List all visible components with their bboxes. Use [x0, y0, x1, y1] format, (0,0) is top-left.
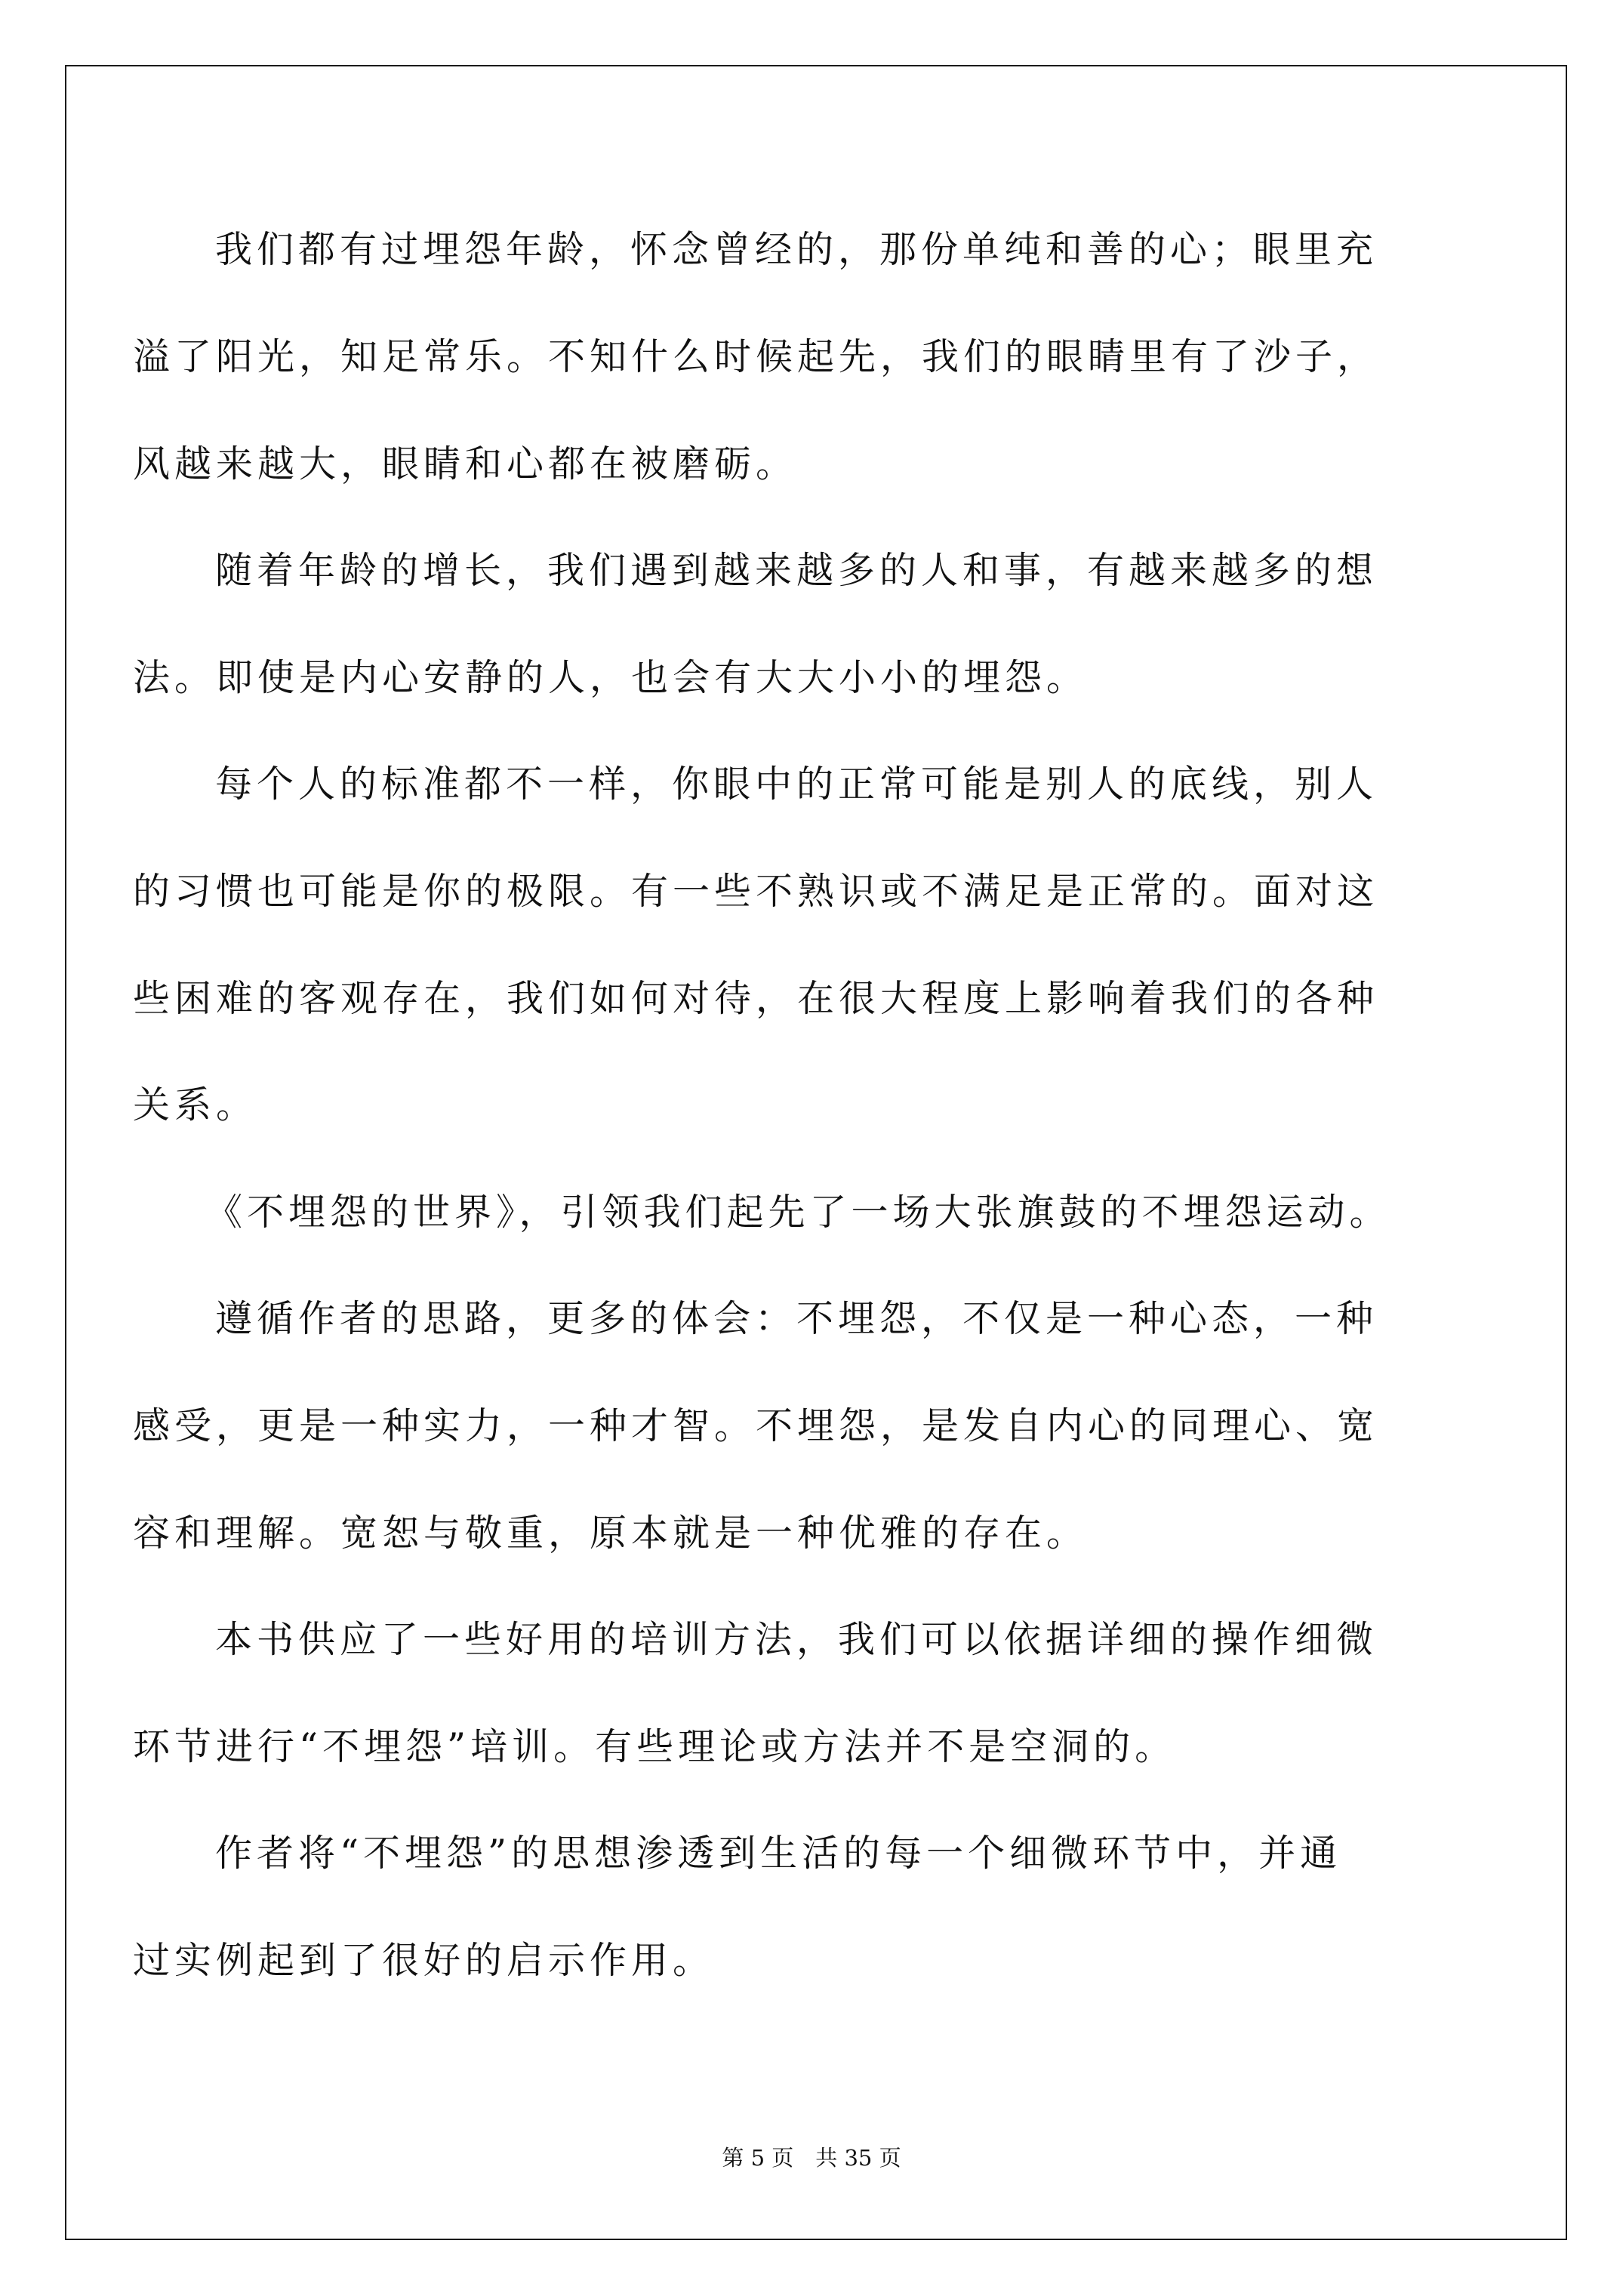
paragraph-3-line-1: 每个人的标准都不一样，你眼中的正常可能是别人的底线，别人 [215, 763, 1378, 806]
paragraph-3-line-4: 关系。 [133, 1083, 258, 1126]
paragraph-1-line-2: 溢了阳光，知足常乐。不知什么时候起先，我们的眼睛里有了沙子， [133, 335, 1379, 378]
paragraph-5-line-1: 遵循作者的思路，更多的体会：不埋怨，不仅是一种心态，一种 [215, 1297, 1378, 1340]
paragraph-3-line-2: 的习惯也可能是你的极限。有一些不熟识或不满足是正常的。面对这 [133, 870, 1379, 913]
paragraph-3-line-3: 些困难的客观存在，我们如何对待，在很大程度上影响着我们的各种 [133, 977, 1379, 1020]
paragraph-2-line-2: 法。即使是内心安静的人，也会有大大小小的埋怨。 [133, 656, 1089, 699]
paragraph-4-line-1: 《不埋怨的世界》，引领我们起先了一场大张旗鼓的不埋怨运动。 [205, 1191, 1391, 1234]
paragraph-5-line-3: 容和理解。宽恕与敬重，原本就是一种优雅的存在。 [133, 1512, 1089, 1555]
paragraph-5-line-2: 感受，更是一种实力，一种才智。不埋怨，是发自内心的同理心、宽 [133, 1404, 1379, 1447]
paragraph-7-line-2: 过实例起到了很好的启示作用。 [133, 1939, 715, 1982]
paragraph-1-line-1: 我们都有过埋怨年龄，怀念曾经的，那份单纯和善的心；眼里充 [215, 228, 1378, 271]
paragraph-6-line-2: 环节进行“不埋怨”培训。有些理论或方法并不是空洞的。 [133, 1725, 1177, 1768]
paragraph-2-line-1: 随着年龄的增长，我们遇到越来越多的人和事，有越来越多的想 [215, 549, 1378, 592]
page-number-footer: 第 5 页 共 35 页 [722, 2145, 901, 2171]
paragraph-6-line-1: 本书供应了一些好用的培训方法，我们可以依据详细的操作细微 [215, 1618, 1378, 1661]
page-border [65, 65, 1567, 2240]
paragraph-1-line-3: 风越来越大，眼睛和心都在被磨砺。 [133, 442, 798, 485]
paragraph-7-line-1: 作者将“不埋怨”的思想渗透到生活的每一个细微环节中，并通 [215, 1832, 1342, 1875]
